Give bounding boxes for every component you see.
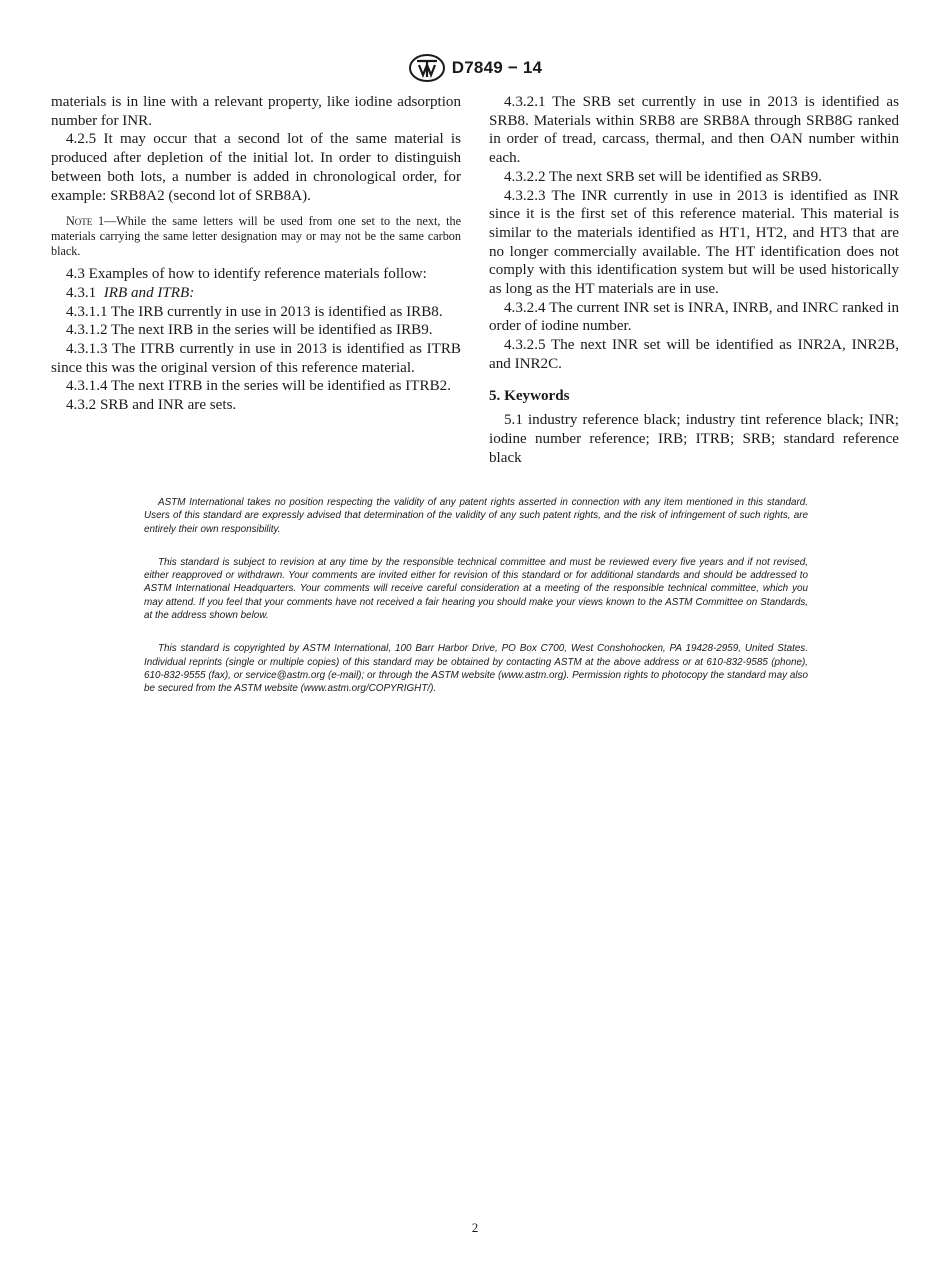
right-column: [489, 93, 899, 467]
left-column: [51, 93, 461, 415]
paragraph-4-2-5: 4.2.5 It may occur that a second lot of the same material is produced after depletion of the initial lot. In order to distinguish between both lots, a number is added in chronological order, for example: SRB8A2 (second lot of SRB8A).: [51, 131, 461, 204]
paragraph-4-3-2-1: 4.3.2.1 The SRB set currently in use in 2013 is identified as SRB8. Materials within SRB8 are SRB8A through SRB8G ranked in order of tread, carcass, thermal, and then OAN number within each.: [489, 94, 899, 167]
paragraph-4-3-2-5: 4.3.2.5 The next INR set will be identified as INR2A, INR2B, and INR2C.: [489, 337, 899, 372]
section-title: IRB and ITRB:: [103, 284, 195, 301]
page-number: 2: [471, 1220, 479, 1235]
note-1: [51, 214, 461, 259]
note-text: —While the same letters will be used from one set to the next, the materials carrying the same letter designation may or may not be the same carbon black.: [51, 214, 462, 259]
paragraph-4-3-1-3: 4.3.1.3 The ITRB currently in use in 2013 is identified as ITRB since this was the original version of this reference material.: [51, 341, 461, 376]
paragraph-4-3: 4.3 Examples of how to identify reference materials follow:: [66, 266, 427, 283]
paragraph-4-3-2-4: 4.3.2.4 The current INR set is INRA, INRB, and INRC ranked in order of iodine number.: [489, 299, 899, 335]
section-number: 4.3.1: [66, 284, 97, 301]
paragraph-4-3-2: 4.3.2 SRB and INR are sets.: [66, 397, 237, 414]
paragraph-4-3-1-2: 4.3.1.2 The next IRB in the series will be identified as IRB9.: [66, 322, 433, 339]
paragraph-4-3-2-2: 4.3.2.2 The next SRB set will be identified as SRB9.: [504, 168, 822, 185]
document-designation: D7849 − 14: [451, 58, 543, 77]
paragraph-4-3-2-3: 4.3.2.3 The INR currently in use in 2013 is identified as INR since it is the first set of this reference material. This material is similar to the materials identified as HT1, HT2, and HT3 that are no longer commercially available. The HT identification does not comply with this identification system but will be used historically as long as the HT materials are in use.: [489, 187, 899, 298]
note-label: Note 1: [66, 214, 105, 229]
revision-notice: This standard is subject to revision at any time by the responsible technical committee and must be reviewed every five years and if not revised, either reapproved or withdrawn. Your comments are invited either for revision of this standard or for additional standards and should be addressed to ASTM International Headquarters. Your comments will receive careful consideration at a meeting of the responsible technical committee, which you may attend. If you feel that your comments have not received a fair hearing you should make your views known to the ASTM Committee on Standards, at the address shown below.: [144, 556, 808, 622]
paragraph-4-3-1: [51, 284, 461, 303]
keywords-text: 5.1 industry reference black; industry tint reference black; INR; iodine number reference; IRB; ITRB; SRB; standard reference black: [489, 412, 899, 466]
keywords-heading: 5. Keywords: [489, 387, 570, 404]
copyright-notice: This standard is copyrighted by ASTM International, 100 Barr Harbor Drive, PO Box C700, West Conshohocken, PA 19428-2959, United States. Individual reprints (single or multiple copies) of this standard may be obtained by contacting ASTM at the above address or at 610-832-9585 (phone), 610-832-9555 (fax), or service@astm.org (e-mail); or through the ASTM website (www.astm.org). Permission rights to photocopy the standard may also be secured from the ASTM website (www.astm.org/COPYRIGHT/).: [144, 643, 808, 695]
paragraph: materials is in line with a relevant property, like iodine adsorption number for INR.: [51, 94, 461, 129]
astm-notices: [144, 496, 808, 716]
astm-logo-icon: [408, 53, 446, 83]
paragraph-4-3-1-4: 4.3.1.4 The next ITRB in the series will be identified as ITRB2.: [66, 378, 451, 395]
patent-notice: ASTM International takes no position respecting the validity of any patent rights asserted in connection with any item mentioned in this standard. Users of this standard are expressly advised that determination of the validity of any such patent rights, and the risk of infringement of such rights, are entirely their own responsibility.: [144, 497, 808, 535]
paragraph-4-3-1-1: 4.3.1.1 The IRB currently in use in 2013 is identified as IRB8.: [66, 303, 443, 320]
page-header: [0, 52, 950, 84]
